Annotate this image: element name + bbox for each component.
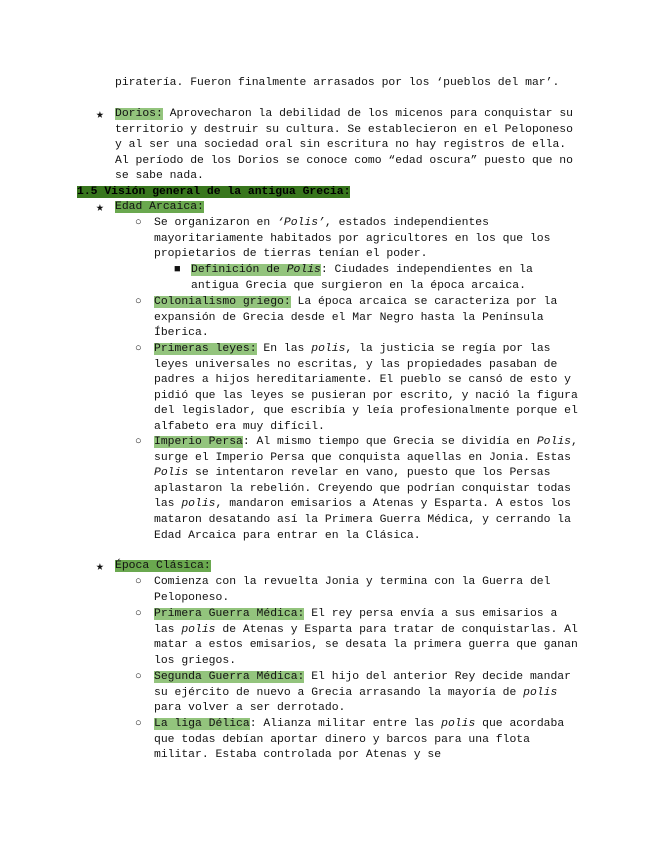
dorios-text: Aprovecharon la debilidad de los micenos para conquistar su territorio y destruir su cultura. Se establecieron en el Peloponeso y al ser una sociedad oral sin escritura no hay registros de ella. Al período de los Dorios se conoce como “edad oscura” puesto que no se sabe nada. [115,108,573,183]
list-item-revuelta-jonia [154,575,579,606]
circle-bullet-icon: ○ [135,343,142,355]
text-segment: para volver a ser derrotado. [154,702,346,715]
colonialismo-label: Colonialismo griego: [154,296,291,308]
definicion-label [191,264,321,276]
polis-term: polis [523,686,558,699]
star-bullet-icon: ★ [96,559,104,574]
list-item-definicion-polis [191,263,571,294]
text-segment: , surge el Imperio Persa que conquista aquellas en Jonia. Estas [154,436,578,464]
polis-term: ‘Polis’ [277,217,325,229]
circle-bullet-icon: ○ [135,217,142,229]
polis-term: Polis [536,436,571,448]
text-segment: : Al mismo tiempo que Grecia se dividía en [242,436,537,448]
circle-bullet-icon: ○ [135,436,142,448]
polis-term: Polis [154,467,189,480]
list-item-edad-arcaica [115,200,575,216]
star-bullet-icon: ★ [96,107,104,122]
paragraph-text: piratería. Fueron finalmente arrasados por los ‘pueblos del mar’. [115,77,560,89]
text-segment: de Atenas y Esparta para tratar de conquistarlas. Al matar a estos emisarios, se desata la primera guerra que ganan los griegos. [154,623,578,667]
list-item-segunda-guerra [154,670,579,717]
liga-delica-label: La liga Délica [154,718,250,730]
list-item-polis [154,216,579,263]
paragraph-continuation [115,76,575,92]
label-italic: Polis [286,264,321,276]
star-bullet-icon: ★ [96,200,104,215]
circle-bullet-icon: ○ [135,296,142,308]
definicion-text: : Ciudades independientes en la antigua Grecia que surgieron en la época arcaica. [191,264,533,292]
circle-bullet-icon: ○ [135,718,142,730]
list-item-primera-guerra [154,607,579,669]
text-segment: Se organizaron en [154,217,278,229]
polis-term: polis [181,623,216,636]
text-segment: , estados independientes mayoritariamente habitados por agricultores en los que los propietarios de tierras tenían el poder. [154,217,551,261]
dorios-label: Dorios: [115,108,163,120]
label-text: Definición de [191,264,287,276]
text-segment: que acordaba que todas debían aportar dinero y barcos para una flota militar. Estaba controlada por Atenas y se [154,718,565,762]
list-item-colonialismo [154,295,579,342]
list-item-imperio-persa [154,435,579,544]
section-heading [77,185,577,201]
circle-bullet-icon: ○ [135,671,142,683]
circle-bullet-icon: ○ [135,608,142,620]
list-item-liga-delica [154,717,579,764]
text-segment: , la justicia se regía por las leyes universales no escritas, y las propiedades pasaban de padres a hijos hereditariamente. El pueblo se cansó de esto y pidió que las leyes se pusieran por escrito, y nació la figura del legislador, que escribía y leía profesionalmente porque el alfabeto era muy difícil. [154,343,578,433]
text-segment: El rey persa envía a sus emisarios a las [154,608,558,636]
text-segment: En las [256,343,312,355]
polis-term: polis [441,718,476,730]
text-segment: , mandaron emisarios a Atenas y Esparta. A estos los mataron desatando así la Primera Guerra Médica, y cerrando la Edad Arcaica para entrar en la Clásica. [154,498,571,542]
section-heading-text: 1.5 Visión general de la antigua Grecia: [77,186,351,198]
edad-arcaica-label: Edad Arcaica: [115,201,204,213]
item-text: Comienza con la revuelta Jonia y termina con la Guerra del Peloponeso. [154,576,551,604]
segunda-guerra-label: Segunda Guerra Médica: [154,671,305,683]
text-segment: El hijo del anterior Rey decide mandar su ejército de nuevo a Grecia arrasando la mayoría de [154,671,571,699]
epoca-clasica-label: Época Clásica: [115,560,211,572]
list-item-primeras-leyes [154,342,579,436]
leyes-label: Primeras leyes: [154,343,257,355]
colonialismo-text: La época arcaica se caracteriza por la expansión de Grecia desde el Mar Negro hasta la Península Íberica. [154,296,558,340]
text-segment: : Alianza militar entre las [249,718,442,730]
persa-label: Imperio Persa [154,436,243,448]
primera-guerra-label: Primera Guerra Médica: [154,608,305,620]
square-bullet-icon: ■ [174,264,181,276]
text-segment: se intentaron revelar en vano, puesto que los Persas aplastaron la rebelión. Creyendo que podrían conquistar todas las [154,467,571,511]
list-item-dorios [115,107,575,185]
polis-term: polis [311,343,346,355]
list-item-epoca-clasica [115,559,575,575]
circle-bullet-icon: ○ [135,576,142,588]
polis-term: polis [181,498,216,511]
